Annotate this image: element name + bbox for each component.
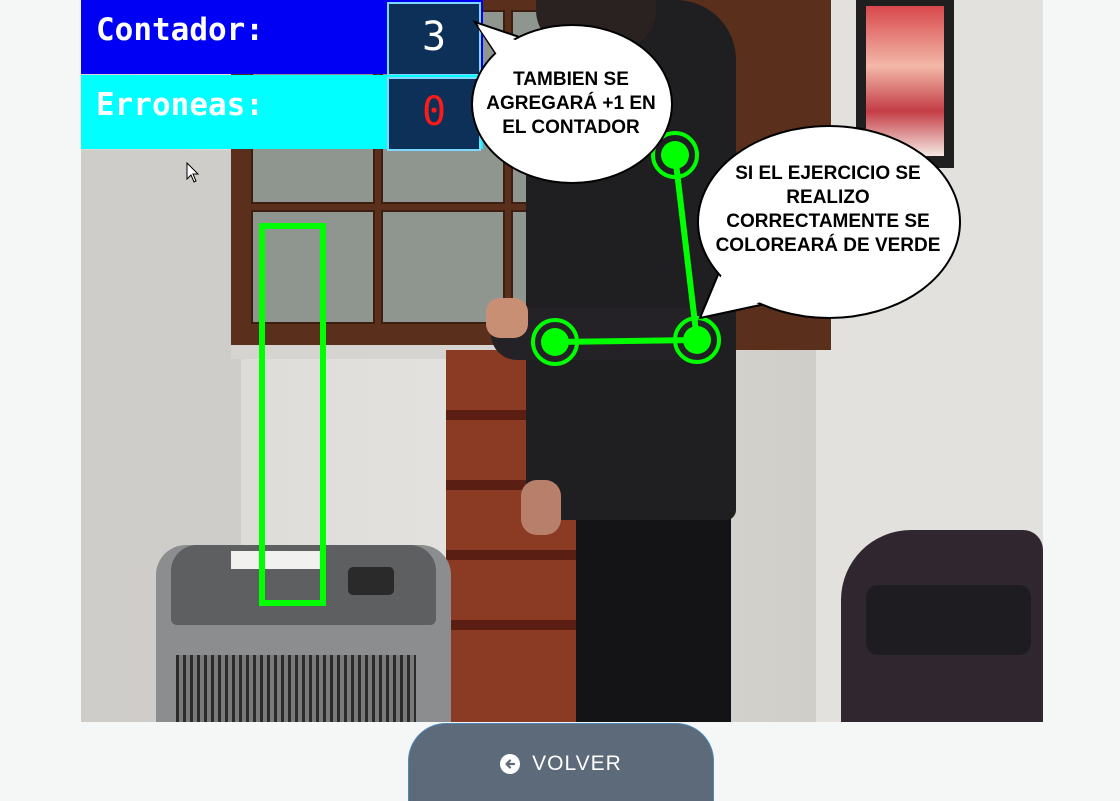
volver-button[interactable]: [408, 723, 714, 801]
wrist-joint: [541, 328, 569, 356]
arrow-left-circle-icon: [500, 754, 520, 774]
erroneas-label: Erroneas:: [96, 87, 264, 123]
upper-arm-line: [675, 155, 697, 340]
volver-label: VOLVER: [532, 751, 622, 775]
progress-bar: [262, 226, 323, 603]
mouse-pointer-icon: [186, 162, 200, 184]
erroneas-value: 0: [421, 89, 447, 135]
correct-hint-text: SI EL EJERCICIO SE REALIZO CORRECTAMENTE SE COLOREARÁ DE VERDE: [715, 163, 941, 256]
contador-label: Contador:: [96, 12, 264, 48]
contador-value: 3: [421, 14, 447, 60]
counter-hint-text: TAMBIEN SE AGREGARÁ +1 EN EL CONTADOR: [486, 69, 656, 138]
elbow-joint: [683, 326, 711, 354]
shoulder-joint: [661, 141, 689, 169]
